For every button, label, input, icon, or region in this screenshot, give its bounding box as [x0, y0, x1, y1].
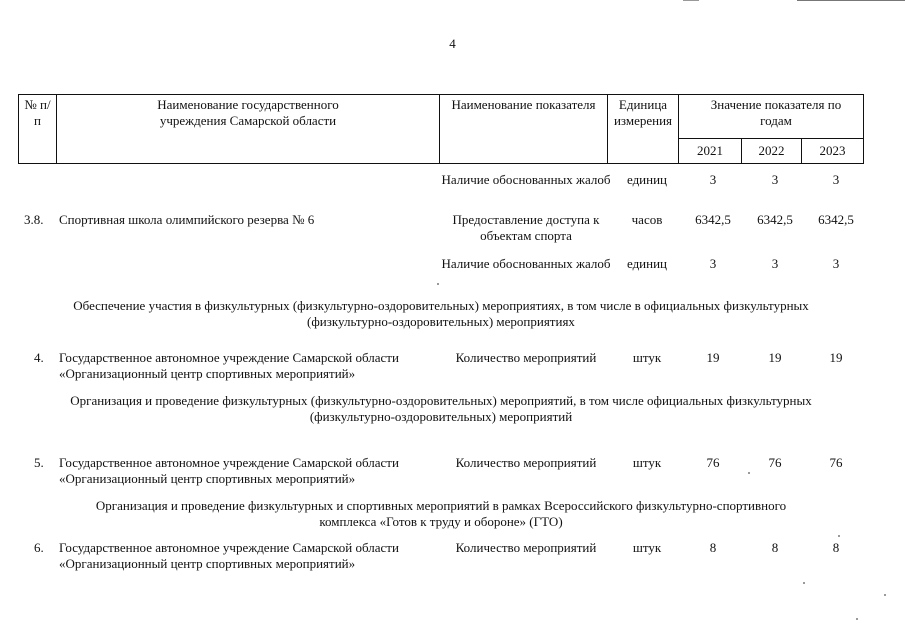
section-line: (физкультурно-оздоровительных) мероприятиях: [307, 314, 575, 329]
scan-speck: [803, 582, 805, 584]
section-heading: [30, 498, 852, 530]
row-number: 4.: [34, 350, 44, 365]
scan-edge-line: [797, 0, 905, 1]
scan-speck: [884, 594, 886, 596]
institution-name: Спортивная школа олимпийского резерва № 6: [59, 212, 315, 227]
institution-name: [59, 350, 439, 382]
value-2022: 6342,5: [757, 212, 793, 227]
value-2021: 3: [709, 256, 717, 271]
scan-speck: [748, 472, 750, 474]
unit: единиц: [626, 256, 668, 271]
value-2021: 6342,5: [695, 212, 731, 227]
value-2021: 76: [706, 455, 720, 470]
header-year-2021: 2021: [679, 139, 742, 164]
section-heading: [30, 298, 852, 330]
indicator-name: Количество мероприятий: [455, 540, 597, 555]
indicator-name: Наличие обоснованных жалоб: [441, 256, 611, 271]
header-indicator: Наименование показателя: [440, 95, 608, 164]
row-number: 6.: [34, 540, 44, 555]
institution-line: Государственное автономное учреждение Самарской области: [59, 540, 399, 555]
value-2023: 76: [829, 455, 843, 470]
header-value: Значение показателя по годам: [679, 95, 864, 139]
value-2022: 3: [771, 172, 779, 187]
indicator-name: Наличие обоснованных жалоб: [441, 172, 611, 187]
value-2023: 8: [832, 540, 840, 555]
section-line: комплекса «Готов к труду и обороне» (ГТО): [319, 514, 563, 529]
header-unit: Единица измерения: [608, 95, 679, 164]
scan-speck: [437, 283, 439, 285]
table-header: [18, 94, 864, 164]
scan-speck: [856, 618, 858, 620]
value-2021: 3: [709, 172, 717, 187]
section-line: (физкультурно-оздоровительных) мероприятий: [309, 409, 573, 424]
value-2022: 3: [771, 256, 779, 271]
institution-line: «Организационный центр спортивных мероприятий»: [59, 366, 356, 381]
value-2021: 19: [706, 350, 720, 365]
institution-name: [59, 540, 439, 572]
indicator-name: Количество мероприятий: [455, 350, 597, 365]
institution-line: «Организационный центр спортивных мероприятий»: [59, 556, 356, 571]
header-year-2023: 2023: [802, 139, 864, 164]
unit: часов: [631, 212, 663, 227]
unit: штук: [632, 540, 662, 555]
page-number: 4: [449, 36, 456, 51]
header-year-2022: 2022: [742, 139, 802, 164]
section-line: Организация и проведение физкультурных и спортивных мероприятий в рамках Всероссийского физкультурно-спортивного: [95, 498, 787, 513]
value-2022: 19: [768, 350, 782, 365]
value-2022: 76: [768, 455, 782, 470]
value-2023: 6342,5: [818, 212, 854, 227]
unit: штук: [632, 350, 662, 365]
value-2023: 19: [829, 350, 843, 365]
scan-speck: [838, 535, 840, 537]
unit: штук: [632, 455, 662, 470]
indicator-name: Количество мероприятий: [455, 455, 597, 470]
institution-line: Государственное автономное учреждение Самарской области: [59, 455, 399, 470]
institution-line: Государственное автономное учреждение Самарской области: [59, 350, 399, 365]
value-2021: 8: [709, 540, 717, 555]
value-2022: 8: [771, 540, 779, 555]
section-line: Организация и проведение физкультурных (физкультурно-оздоровительных) мероприятий, в том числе официальных физкультурных: [70, 393, 812, 408]
section-heading: [30, 393, 852, 425]
section-line: Обеспечение участия в физкультурных (физкультурно-оздоровительных) мероприятиях, в том числе в официальных физкультурных: [73, 298, 809, 313]
header-num: № п/п: [19, 95, 57, 164]
row-number: 3.8.: [24, 212, 44, 227]
value-2023: 3: [832, 172, 840, 187]
scan-mark: [683, 0, 699, 1]
value-2023: 3: [832, 256, 840, 271]
institution-name: [59, 455, 439, 487]
header-institution: Наименование государственного учреждения Самарской области: [57, 95, 440, 164]
row-number: 5.: [34, 455, 44, 470]
institution-line: «Организационный центр спортивных мероприятий»: [59, 471, 356, 486]
unit: единиц: [626, 172, 668, 187]
indicator-name: Предоставление доступа к объектам спорта: [452, 212, 600, 243]
